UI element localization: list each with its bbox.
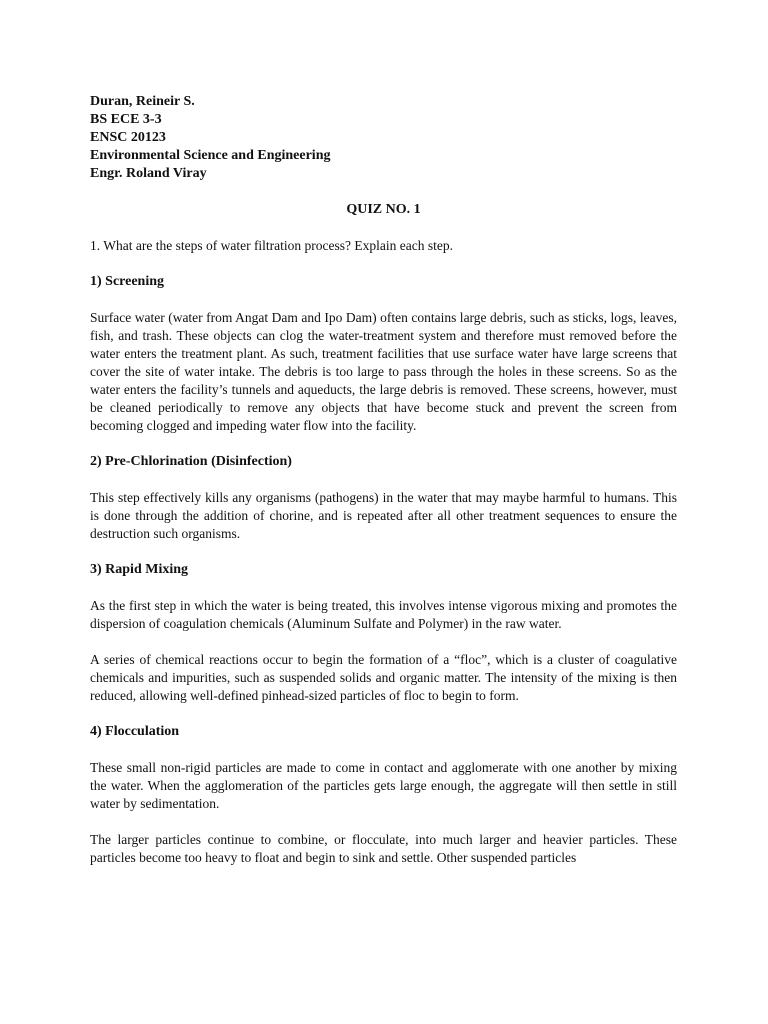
student-program: BS ECE 3-3 [90, 112, 162, 127]
section-heading-pre-chlorination: 2) Pre-Chlorination (Disinfection) [90, 454, 292, 469]
student-header [90, 93, 677, 183]
section-heading-screening: 1) Screening [90, 274, 165, 289]
paragraph-rapid-mixing-1: As the first step in which the water is being treated, this involves intense vigorous mixing and promotes the dispersion of coagulation chemicals (Aluminum Sulfate and Polymer) in the raw water. [90, 598, 677, 631]
paragraph-pre-chlorination: This step effectively kills any organisms (pathogens) in the water that may maybe harmful to humans. This is done through the addition of chorine, and is repeated after all other treatment sequences to ensure the destruction such organisms. [90, 490, 677, 541]
section-heading-flocculation: 4) Flocculation [90, 724, 180, 739]
course-code: ENSC 20123 [90, 130, 166, 145]
paragraph-rapid-mixing-2: A series of chemical reactions occur to begin the formation of a “floc”, which is a cluster of coagulative chemicals and impurities, such as suspended solids and organic matter. The intensity of the mixing is then reduced, allowing well-defined pinhead-sized particles of floc to begin to form. [90, 652, 677, 703]
paragraph-flocculation-1: These small non-rigid particles are made to come in contact and agglomerate with one another by mixing the water. When the agglomeration of the particles gets large enough, the aggregate will then settle in still water by sedimentation. [90, 760, 677, 811]
student-name: Duran, Reineir S. [90, 94, 195, 109]
paragraph-flocculation-2: The larger particles continue to combine, or flocculate, into much larger and heavier particles. These particles become too heavy to float and begin to sink and settle. Other suspended particles [90, 832, 677, 865]
section-heading-rapid-mixing: 3) Rapid Mixing [90, 562, 189, 577]
quiz-title: QUIZ NO. 1 [346, 202, 421, 217]
question-text: 1. What are the steps of water filtration process? Explain each step. [90, 238, 453, 253]
document-page [90, 93, 677, 885]
instructor-name: Engr. Roland Viray [90, 166, 207, 181]
paragraph-screening: Surface water (water from Angat Dam and Ipo Dam) often contains large debris, such as sticks, logs, leaves, fish, and trash. These objects can clog the water-treatment system and therefore must removed before the water enters the treatment plant. As such, treatment facilities that use surface water have large screens that cover the site of water intake. The debris is too large to pass through the holes in these screens. So as the water enters the facility’s tunnels and aqueducts, the large debris is removed. These screens, however, must be cleaned periodically to remove any objects that have become stuck and prevent the screen from becoming clogged and impeding water flow into the facility. [90, 310, 677, 433]
course-title: Environmental Science and Engineering [90, 148, 331, 163]
